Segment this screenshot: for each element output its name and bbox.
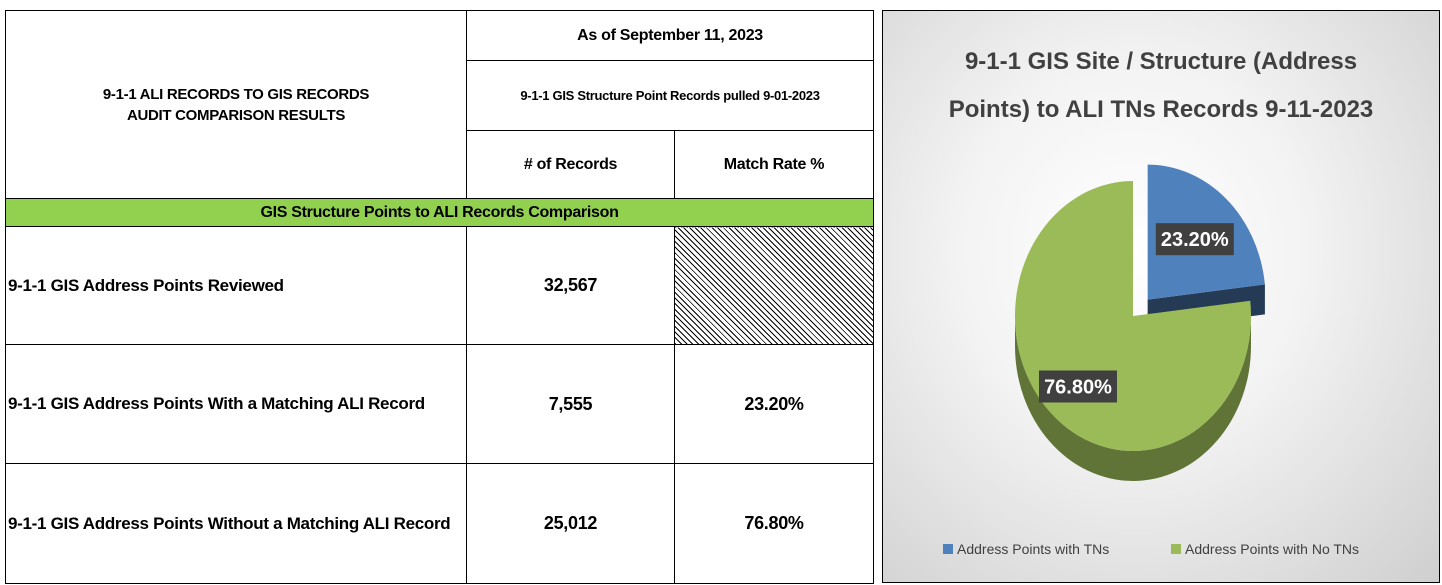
section-header: GIS Structure Points to ALI Records Comparison xyxy=(6,199,874,227)
table-title xyxy=(6,11,467,199)
row-label: 9-1-1 GIS Address Points Reviewed xyxy=(6,227,467,345)
row-label: 9-1-1 GIS Address Points Without a Matching ALI Record xyxy=(6,464,467,584)
legend-swatch xyxy=(943,544,953,554)
match-rate-value: 23.20% xyxy=(675,345,874,464)
pie-chart-panel xyxy=(882,10,1440,583)
legend-swatch xyxy=(1171,544,1181,554)
hatched-empty-cell xyxy=(675,227,874,345)
audit-comparison-table xyxy=(5,10,874,584)
row-label: 9-1-1 GIS Address Points With a Matching ALI Record xyxy=(6,345,467,464)
records-value: 7,555 xyxy=(467,345,675,464)
as-of-header: As of September 11, 2023 xyxy=(467,11,874,61)
data-label: 76.80% xyxy=(1044,376,1112,399)
match-rate-column-header: Match Rate % xyxy=(675,131,874,199)
legend-item-label: Address Points with TNs xyxy=(957,541,1110,557)
table-title-line1: 9-1-1 ALI RECORDS TO GIS RECORDS xyxy=(102,85,370,103)
legend-item-label: Address Points with No TNs xyxy=(1185,541,1360,557)
pie-chart xyxy=(883,11,1439,582)
data-label: 23.20% xyxy=(1160,229,1229,252)
chart-title-line1: 9-1-1 GIS Site / Structure (Address xyxy=(964,48,1358,75)
pulled-header: 9-1-1 GIS Structure Point Records pulled 9-01-2023 xyxy=(467,61,874,131)
records-column-header: # of Records xyxy=(467,131,675,199)
table-row xyxy=(6,464,874,584)
records-value: 25,012 xyxy=(467,464,675,584)
table-row xyxy=(6,227,874,345)
records-value: 32,567 xyxy=(467,227,675,345)
match-rate-value: 76.80% xyxy=(675,464,874,584)
chart-title-line2: Points) to ALI TNs Records 9-11-2023 xyxy=(948,96,1374,123)
table-row xyxy=(6,345,874,464)
table-title-line2: AUDIT COMPARISON RESULTS xyxy=(126,106,346,124)
